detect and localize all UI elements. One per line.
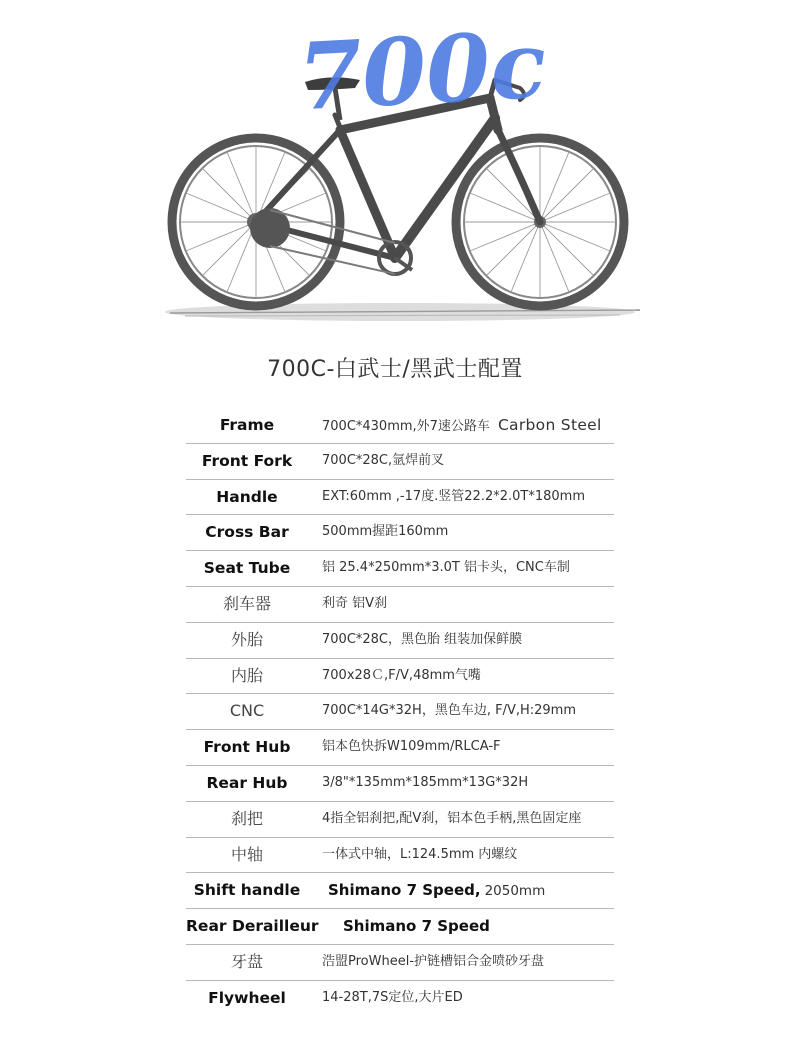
spec-value-text: 700C*430mm,外7速公路车 [322, 419, 490, 434]
spec-value [322, 551, 570, 586]
spec-row [186, 909, 614, 945]
spec-label: 刹车器 [222, 593, 271, 613]
spec-value [322, 802, 581, 837]
page-title: 700C-白武士/黑武士配置 [267, 357, 523, 382]
spec-value [322, 444, 444, 479]
spec-value-text: 浩盟ProWheel-护链槽铝合金喷砂牙盘 [322, 953, 545, 969]
spec-label: Seat Tube [203, 559, 291, 578]
spec-value-extra: Carbon Steel [497, 416, 602, 434]
spec-value [322, 515, 448, 550]
spec-value [322, 587, 387, 622]
spec-value-text: Shimano 7 Speed, [328, 881, 481, 900]
hero-wheel-text: 700c [295, 10, 549, 132]
spec-label: Rear Hub [206, 773, 288, 792]
spec-value-text: EXT:60mm ,-17度.竖管22.2*2.0T*180mm [322, 488, 585, 504]
spec-row [186, 587, 614, 623]
spec-label: Frame [219, 416, 275, 434]
spec-row [186, 838, 614, 874]
spec-value-text: 700x28Ｃ,F/V,48mm气嘴 [322, 667, 481, 683]
spec-label: Flywheel [208, 988, 286, 1007]
spec-value [322, 408, 602, 443]
spec-value-text: 700C*28C，黑色胎 组装加保鲜膜 [322, 631, 523, 647]
spec-label: 牙盘 [230, 951, 263, 971]
spec-row [186, 981, 614, 1016]
spec-value-text: 3/8"*135mm*185mm*13G*32H [322, 774, 529, 790]
spec-row [186, 730, 614, 766]
spec-label: 内胎 [230, 665, 263, 685]
spec-row [186, 945, 614, 981]
spec-row [186, 873, 614, 909]
spec-row [186, 802, 614, 838]
spec-row [186, 408, 614, 444]
spec-value-text: 铝本色快拆W109mm/RLCA-F [322, 739, 501, 755]
spec-value [343, 909, 490, 944]
spec-row [186, 766, 614, 802]
spec-table [186, 408, 614, 1016]
spec-value [322, 730, 501, 765]
spec-value [322, 766, 528, 801]
spec-label: CNC [229, 701, 265, 721]
spec-value-text: 4指全铝刹把,配V刹，铝本色手柄,黑色固定座 [322, 810, 582, 826]
spec-value [322, 838, 517, 873]
spec-value-text: 铝 25.4*250mm*3.0T 铝卡头，CNC车制 [322, 560, 570, 576]
spec-value-text: 14-28T,7S定位,大片ED [322, 989, 463, 1005]
spec-row [186, 659, 614, 695]
spec-label: 刹把 [230, 808, 263, 828]
spec-value-text: Shimano 7 Speed [343, 917, 490, 936]
spec-label: 外胎 [230, 629, 263, 649]
spec-label: Shift handle [193, 881, 301, 900]
spec-label: Front Fork [201, 451, 293, 470]
spec-label: Front Hub [203, 738, 291, 757]
spec-value-text: 700C*14G*32H，黑色车边, F/V,H:29mm [322, 703, 576, 719]
spec-value [322, 623, 522, 658]
spec-label: 中轴 [230, 844, 263, 864]
spec-row [186, 480, 614, 516]
spec-row [186, 515, 614, 551]
spec-value-text: 500mm握距160mm [322, 524, 449, 540]
spec-row [186, 623, 614, 659]
spec-value [322, 659, 481, 694]
spec-row [186, 444, 614, 480]
spec-value-extra: 2050mm [484, 883, 546, 900]
spec-row [186, 694, 614, 730]
spec-row [186, 551, 614, 587]
spec-value [322, 480, 585, 515]
spec-value [322, 694, 576, 729]
spec-value-text: 利奇 铝V刹 [322, 595, 388, 611]
spec-label: Cross Bar [205, 523, 289, 542]
spec-value [322, 945, 544, 980]
spec-label: Handle [216, 487, 278, 506]
spec-label: Rear Derailleur [186, 917, 319, 936]
spec-value-text: 700C*28C,氩焊前叉 [322, 452, 445, 468]
bicycle-sketch-image [0, 0, 790, 335]
spec-value [322, 981, 463, 1016]
spec-value-text: 一体式中轴，L:124.5mm 内螺纹 [322, 846, 518, 862]
spec-value [328, 873, 545, 908]
